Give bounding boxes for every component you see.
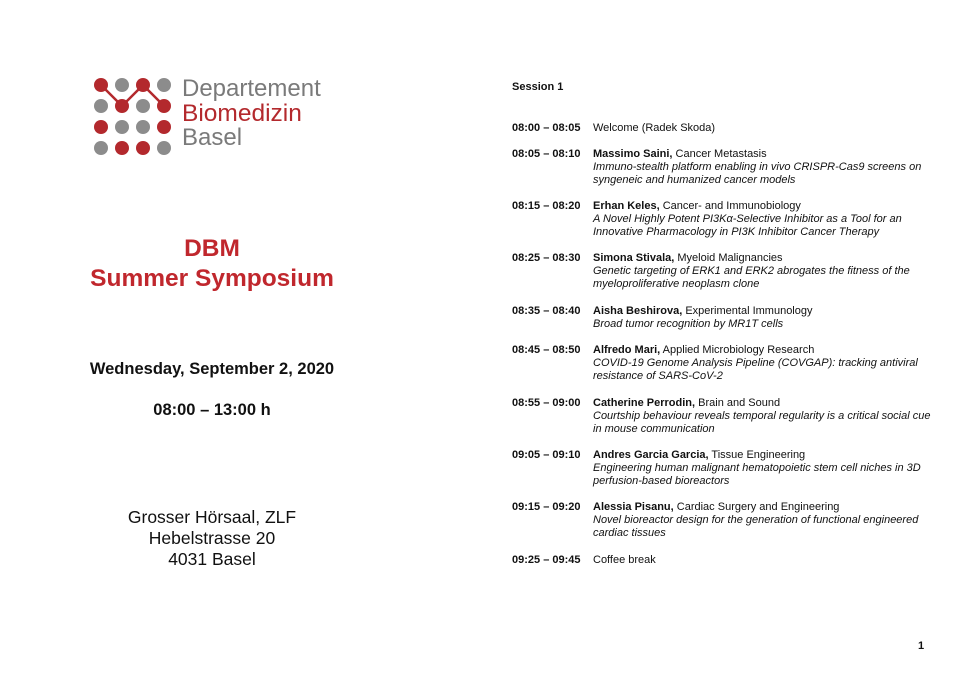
logo-line-departement: Departement bbox=[182, 75, 321, 102]
agenda-talk: Courtship behaviour reveals temporal regularity is a critical social cue in mouse communication bbox=[593, 410, 931, 435]
logo-dot bbox=[94, 141, 108, 155]
logo-line-biomedizin: Biomedizin bbox=[182, 99, 302, 127]
logo-dot bbox=[115, 99, 129, 113]
logo-dot bbox=[136, 141, 150, 155]
agenda-speaker: Catherine Perrodin, bbox=[593, 397, 696, 409]
agenda-time: 09:05 – 09:10 bbox=[512, 449, 581, 461]
agenda-group: Myeloid Malignancies bbox=[674, 252, 783, 264]
logo-dot bbox=[136, 120, 150, 134]
event-title-line2: Summer Symposium bbox=[90, 265, 334, 292]
logo-dot bbox=[136, 99, 150, 113]
agenda-speaker: Massimo Saini, bbox=[593, 148, 673, 160]
agenda-group: Coffee break bbox=[593, 554, 656, 566]
agenda-group: Cancer Metastasis bbox=[672, 148, 767, 160]
page-number: 1 bbox=[918, 640, 925, 652]
agenda-speaker: Aisha Beshirova, bbox=[593, 305, 683, 317]
agenda-time: 08:15 – 08:20 bbox=[512, 200, 581, 212]
logo-dot bbox=[94, 99, 108, 113]
logo-dot bbox=[157, 141, 171, 155]
agenda-time: 09:15 – 09:20 bbox=[512, 501, 581, 513]
venue-line1: Grosser Hörsaal, ZLF bbox=[127, 507, 297, 527]
logo-dot bbox=[115, 120, 129, 134]
agenda-group: Applied Microbiology Research bbox=[660, 344, 815, 356]
agenda-time: 08:35 – 08:40 bbox=[512, 305, 581, 317]
agenda-speaker: Alessia Pisanu, bbox=[593, 501, 674, 513]
event-title-line1: DBM bbox=[184, 235, 240, 262]
logo-connector-line bbox=[101, 85, 164, 106]
logo-dot bbox=[94, 120, 108, 134]
agenda-talk: A Novel Highly Potent PI3Kα-Selective Inhibitor as a Tool for an Innovative Pharmacology in PI3K Inhibitor Cancer Therapy bbox=[593, 213, 902, 238]
event-date: Wednesday, September 2, 2020 bbox=[89, 360, 335, 378]
agenda-talk: Engineering human malignant hematopoietic stem cell niches in 3D perfusion-based bioreactors bbox=[593, 462, 921, 487]
agenda-time: 08:00 – 08:05 bbox=[512, 122, 581, 134]
agenda-speaker: Alfredo Mari, bbox=[593, 344, 661, 356]
venue-line3: 4031 Basel bbox=[168, 549, 256, 569]
agenda-time: 08:55 – 09:00 bbox=[512, 397, 581, 409]
agenda-talk: Immuno-stealth platform enabling in vivo CRISPR-Cas9 screens on syngeneic and humanized cancer models bbox=[593, 161, 922, 186]
agenda-group: Tissue Engineering bbox=[708, 449, 806, 461]
agenda-speaker: Andres Garcia Garcia, bbox=[593, 449, 709, 461]
agenda-talk: Genetic targeting of ERK1 and ERK2 abrogates the fitness of the myeloproliferative neoplasm clone bbox=[593, 265, 910, 290]
agenda-speaker: Erhan Keles, bbox=[593, 200, 660, 212]
logo-dot bbox=[157, 99, 171, 113]
agenda-group: Cardiac Surgery and Engineering bbox=[673, 501, 840, 513]
logo-wordmark bbox=[182, 77, 382, 151]
agenda-talk: Novel bioreactor design for the generation of functional engineered cardiac tissues bbox=[593, 514, 919, 539]
logo-line-basel: Basel bbox=[182, 124, 243, 151]
agenda-time: 09:25 – 09:45 bbox=[512, 554, 581, 566]
agenda-group: Brain and Sound bbox=[695, 397, 781, 409]
agenda-time: 08:45 – 08:50 bbox=[512, 344, 581, 356]
agenda-speaker: Simona Stivala, bbox=[593, 252, 675, 264]
event-hours: 08:00 – 13:00 h bbox=[153, 401, 271, 419]
agenda-group: Experimental Immunology bbox=[682, 305, 813, 317]
agenda-group: Cancer- and Immunobiology bbox=[659, 200, 801, 212]
agenda-time: 08:25 – 08:30 bbox=[512, 252, 581, 264]
agenda-time: 08:05 – 08:10 bbox=[512, 148, 581, 160]
logo-dot bbox=[94, 78, 108, 92]
logo-dot bbox=[115, 78, 129, 92]
logo-dot bbox=[157, 78, 171, 92]
logo-dot bbox=[157, 120, 171, 134]
logo-dot-grid-icon bbox=[93, 77, 177, 157]
agenda-group: Welcome (Radek Skoda) bbox=[593, 122, 716, 134]
agenda-talk: COVID-19 Genome Analysis Pipeline (COVGAP): tracking antiviral resistance of SARS-CoV-2 bbox=[593, 357, 918, 382]
agenda-talk: Broad tumor recognition by MR1T cells bbox=[593, 318, 784, 330]
session-title: Session 1 bbox=[512, 81, 564, 93]
logo-dot bbox=[136, 78, 150, 92]
logo-dot bbox=[115, 141, 129, 155]
venue-line2: Hebelstrasse 20 bbox=[148, 528, 276, 548]
